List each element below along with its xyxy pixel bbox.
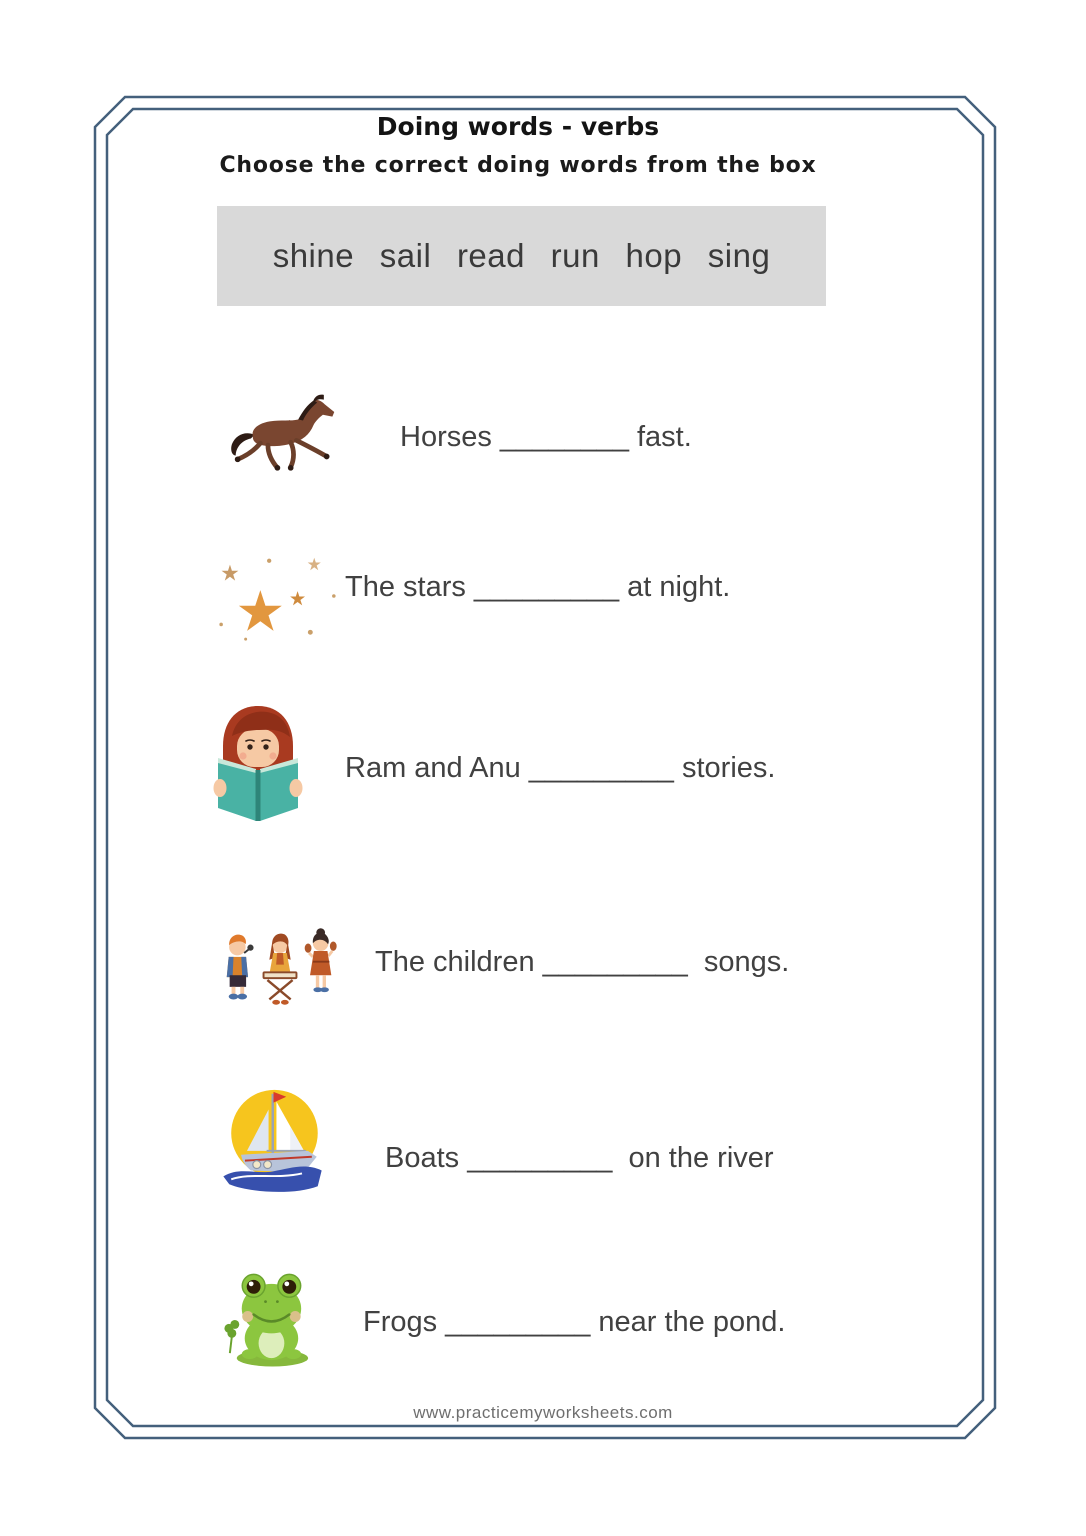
instruction-text: Choose the correct doing words from the box: [219, 153, 817, 178]
question-text: Frogs _________ near the pond.: [363, 1306, 786, 1338]
word-box-words: shine sail read run hop sing: [272, 237, 771, 274]
word-box: [217, 206, 826, 306]
girl-reading-icon: [208, 700, 308, 825]
children-singing-icon: [216, 921, 344, 1013]
question-text: Ram and Anu _________ stories.: [345, 752, 776, 784]
sailboat-icon: [221, 1082, 325, 1198]
frog-icon: [217, 1266, 318, 1367]
footer-url: www.practicemyworksheets.com: [413, 1403, 673, 1422]
horse-icon: [228, 393, 342, 483]
page-title: Doing words - verbs: [376, 112, 660, 141]
question-text: Horses ________ fast.: [400, 421, 692, 453]
question-text: The children _________ songs.: [375, 946, 790, 978]
stars-icon: [213, 548, 341, 646]
question-text: The stars _________ at night.: [345, 571, 731, 603]
question-text: Boats _________ on the river: [385, 1142, 774, 1174]
